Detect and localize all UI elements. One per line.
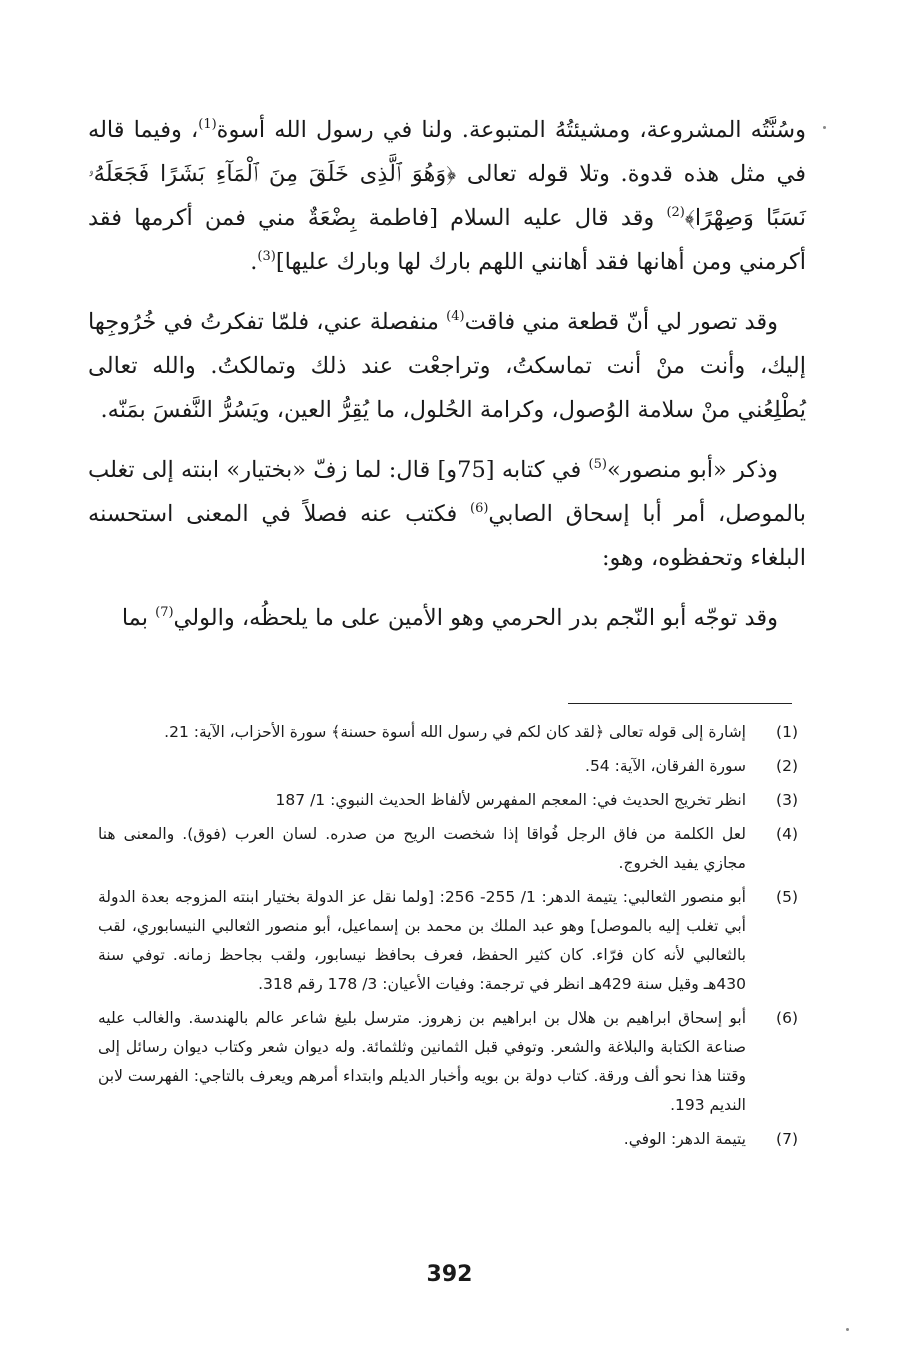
scan-speck xyxy=(823,126,826,129)
footnote-divider xyxy=(568,703,792,704)
footnotes-section xyxy=(98,718,798,1159)
paragraph-3: وذكر «أبو منصور»$^{(5)}$ في كتابه [75و] قال: لما زفّ «بختيار» ابنته إلى تغلب بالموصل، أمر أبا إسحاق الصابي$^{(6)}$ فكتب عنه فصلاً في المعنى استحسنه البلغاء وتحفظوه، وهو: xyxy=(88,457,807,571)
page-number: 392 xyxy=(426,1262,473,1287)
main-text-body xyxy=(88,108,806,656)
paragraph-4: وقد توجّه أبو النّجم بدر الحرمي وهو الأمين على ما يلحظُه، والولي$^{(7)}$ بما xyxy=(121,605,778,631)
footnote-reference: (7) xyxy=(155,605,174,620)
footnote-text: لعل الكلمة من فاق الرجل فُواقا إذا شخصت الريح من صدره. لسان العرب (فوق). والمعنى هنا مجازي يفيد الخروج. xyxy=(98,825,746,872)
footnote-reference: (2) xyxy=(666,205,685,220)
footnote-number: (5) xyxy=(776,888,798,906)
footnote-text: انظر تخريج الحديث في: المعجم المفهرس لألفاظ الحديث النبوي: 1/ 187 xyxy=(275,791,746,809)
footnote-number: (2) xyxy=(776,757,798,775)
footnote-number: (7) xyxy=(776,1130,798,1148)
footnote-number: (1) xyxy=(776,723,798,741)
footnote-number: (6) xyxy=(776,1009,798,1027)
footnote-number: (3) xyxy=(776,791,798,809)
footnote-reference: (5) xyxy=(588,457,607,472)
footnote-7 xyxy=(98,1125,798,1154)
footnote-reference: (4) xyxy=(446,309,465,324)
footnote-reference: (6) xyxy=(469,501,489,516)
footnote-6 xyxy=(98,1004,798,1120)
footnote-text: إشارة إلى قوله تعالى ﴿لقد كان لكم في رسول الله أسوة حسنة﴾ سورة الأحزاب، الآية: 21. xyxy=(164,723,746,741)
footnote-5 xyxy=(98,883,798,999)
footnote-reference: (1) xyxy=(198,117,217,132)
scan-speck xyxy=(846,1328,849,1331)
paragraph-1: وسُنَّتُه المشروعة، ومشيئتُهُ المتبوعة. ولنا في رسول الله أسوة$^{(1)}$، وفيما قاله في مثل هذه قدوة. وتلا قوله تعالى ﴿وَهُوَ ٱلَّذِى خَلَقَ مِنَ ٱلْمَآءِ بَشَرًا فَجَعَلَهُۥ نَسَبًا وَصِهْرًا﴾$^{(2)}$ وقد قال عليه السلام [فاطمة بِضْعَةٌ مني فمن أكرمها فقد أكرمني ومن أهانها فقد أهانني اللهم بارك لها وبارك عليها]$^{(3)}$. xyxy=(88,117,806,275)
paragraph-2: وقد تصور لي أنّ قطعة مني فاقت$^{(4)}$ منفصلة عني، فلمّا تفكرتُ في خُرُوجِها إليك، وأنت منْ أنت تماسكتُ، وتراجعْت عند ذلك وتمالكتُ. والله تعالى يُطْلِعُني منْ سلامة الوُصول، وكرامة الحُلول، ما يُقِرُّ العين، ويَسُرُّ النَّفسَ بمَنّه. xyxy=(88,309,806,423)
footnote-text: يتيمة الدهر: الوفي. xyxy=(623,1130,746,1148)
footnote-2 xyxy=(98,752,798,781)
footnote-1 xyxy=(98,718,798,747)
footnote-text: أبو إسحاق ابراهيم بن هلال بن ابراهيم بن زهروز. مترسل بليغ شاعر عالم بالهندسة. والغالب عليه صناعة الكتابة والبلاغة والشعر. وتوفي قبل الثمانين وثلثمائة. وله ديوان شعر وكتاب ديوان رسائل إلى وقتنا هذا نحو ألف ورقة. كتاب دولة بن بويه وأخبار الديلم وابتداء أمرهم ويعرف بالتاجي: الفهرست لابن النديم 193. xyxy=(98,1009,746,1114)
footnote-3 xyxy=(98,786,798,815)
footnote-4 xyxy=(98,820,798,878)
footnote-reference: (3) xyxy=(257,249,276,264)
footnote-number: (4) xyxy=(776,825,798,843)
footnote-text: أبو منصور الثعالبي: يتيمة الدهر: 1/ 255- 256: [ولما نقل عز الدولة بختيار ابنته المزوجه بعدة الدولة أبي تغلب إليه بالموصل] وهو عبد الملك بن محمد بن إسماعيل، أبو منصور الثعالبي النيسابوري، لقب بالثعالبي لأنه كان فرّاء. كان كثير الحفظ، فعرف بحافظ نيسابور، ولقب بجاحظ زمانه. توفي سنة 430هـ وقيل سنة 429هـ انظر في ترجمة: وفيات الأعيان: 3/ 178 رقم 318. xyxy=(98,888,746,993)
footnote-text: سورة الفرقان، الآية: 54. xyxy=(585,757,746,775)
